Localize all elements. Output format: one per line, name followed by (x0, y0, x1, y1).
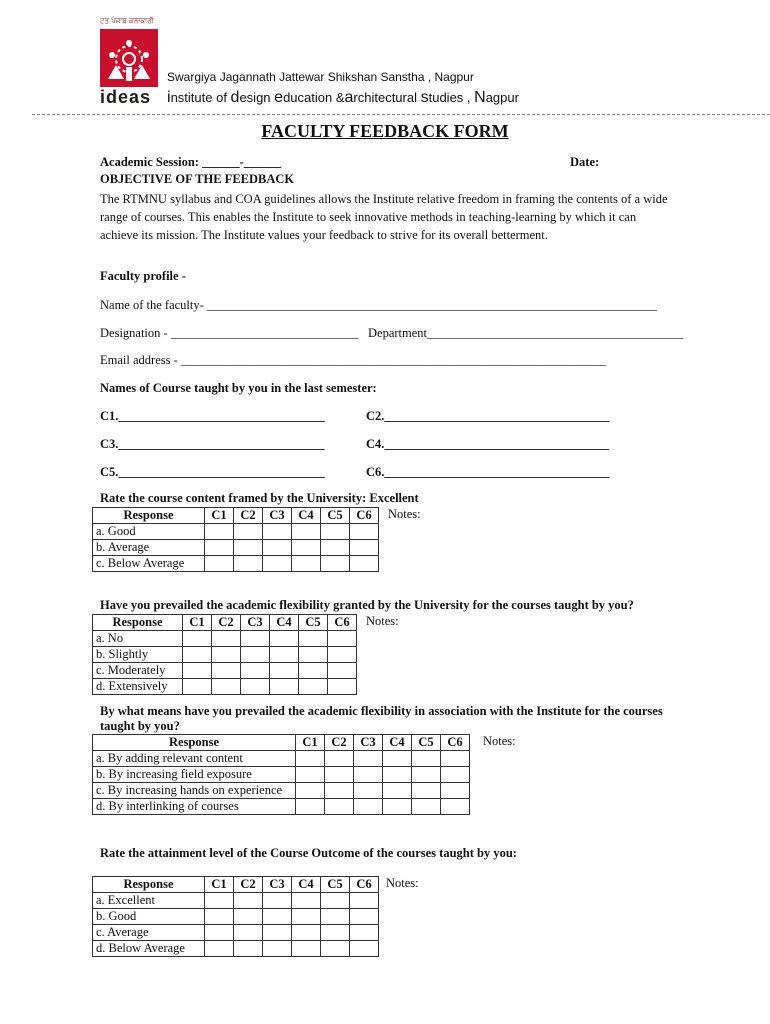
faculty-name-field[interactable]: Name of the faculty- ________________________________________________________________________ (100, 298, 657, 312)
column-header: C3 (241, 615, 270, 631)
rating-cell[interactable] (205, 909, 234, 925)
rating-cell[interactable] (321, 925, 350, 941)
rating-cell[interactable] (212, 647, 241, 663)
column-header: C3 (263, 877, 292, 893)
rating-cell[interactable] (441, 767, 470, 783)
column-header: C2 (234, 877, 263, 893)
column-header: C6 (328, 615, 357, 631)
institute-line-1: Swargiya Jagannath Jattewar Shikshan Sanstha , Nagpur (167, 70, 474, 84)
rating-cell[interactable] (234, 909, 263, 925)
rating-cell[interactable] (205, 524, 234, 540)
rating-cell[interactable] (292, 925, 321, 941)
objective-line: achieve its mission. The Institute values your feedback to strive for its overall betterment. (100, 228, 548, 242)
rating-cell[interactable] (183, 663, 212, 679)
text-segment: d (230, 89, 240, 106)
column-header: C5 (321, 877, 350, 893)
date-field[interactable]: Date: (570, 155, 600, 169)
notes-label: Notes: (366, 614, 399, 628)
rating-cell[interactable] (299, 663, 328, 679)
table-row (93, 909, 379, 925)
rating-cell[interactable] (321, 540, 350, 556)
rating-cell[interactable] (263, 893, 292, 909)
response-header: Response (93, 508, 205, 524)
rating-cell[interactable] (328, 663, 357, 679)
rating-cell[interactable] (354, 783, 383, 799)
rating-cell[interactable] (212, 679, 241, 695)
rating-cell[interactable] (241, 663, 270, 679)
column-header: C6 (441, 735, 470, 751)
academic-session-field[interactable]: Academic Session: ______-______ (100, 155, 282, 169)
table-row (93, 783, 470, 799)
rating-cell[interactable] (383, 751, 412, 767)
row-label: b. Average (93, 540, 205, 556)
rating-cell[interactable] (321, 909, 350, 925)
table-row (93, 679, 357, 695)
designation-field[interactable]: Designation - ______________________________ (100, 326, 359, 340)
rating-cell[interactable] (241, 631, 270, 647)
rating-cell[interactable] (299, 679, 328, 695)
rating-cell[interactable] (292, 893, 321, 909)
rating-cell[interactable] (183, 631, 212, 647)
row-label: c. Moderately (93, 663, 183, 679)
table-row (93, 663, 357, 679)
institute-line-2 (167, 89, 519, 107)
rating-cell[interactable] (296, 783, 325, 799)
rating-cell[interactable] (212, 631, 241, 647)
column-header: C5 (321, 508, 350, 524)
rating-cell[interactable] (383, 799, 412, 815)
rating-cell[interactable] (292, 540, 321, 556)
rating-cell[interactable] (292, 556, 321, 572)
logo-emblem-icon (100, 29, 158, 87)
table-row (93, 925, 379, 941)
column-header: C4 (270, 615, 299, 631)
course-c3-field[interactable]: C3._________________________________ (100, 437, 325, 451)
column-header: C1 (183, 615, 212, 631)
text-segment: s (420, 89, 429, 106)
column-header: C6 (350, 877, 379, 893)
rating-cell[interactable] (350, 556, 379, 572)
rating-cell[interactable] (270, 631, 299, 647)
rating-cell[interactable] (350, 941, 379, 957)
rating-cell[interactable] (412, 783, 441, 799)
rating-cell[interactable] (234, 524, 263, 540)
page-title: FACULTY FEEDBACK FORM (261, 121, 509, 141)
column-header: C1 (205, 508, 234, 524)
column-header: C4 (292, 877, 321, 893)
faculty-profile-heading: Faculty profile - (100, 269, 186, 283)
row-label: a. Excellent (93, 893, 205, 909)
rating-cell[interactable] (270, 647, 299, 663)
rating-cell[interactable] (350, 925, 379, 941)
text-segment: e (274, 89, 284, 106)
rating-cell[interactable] (205, 925, 234, 941)
rating-cell[interactable] (263, 540, 292, 556)
rating-cell[interactable] (328, 679, 357, 695)
row-label: b. Good (93, 909, 205, 925)
q2-rating-table (92, 614, 357, 695)
question-2: Have you prevailed the academic flexibility granted by the University for the courses taught by you? (100, 598, 634, 612)
rating-cell[interactable] (234, 556, 263, 572)
column-header: C6 (350, 508, 379, 524)
rating-cell[interactable] (412, 799, 441, 815)
email-field[interactable]: Email address - ____________________________________________________________________ (100, 353, 606, 367)
response-header: Response (93, 615, 183, 631)
rating-cell[interactable] (292, 941, 321, 957)
logo-wordmark: ideas (100, 87, 152, 107)
rating-cell[interactable] (328, 631, 357, 647)
table-row (93, 893, 379, 909)
rating-cell[interactable] (299, 647, 328, 663)
response-header: Response (93, 877, 205, 893)
column-header: C2 (234, 508, 263, 524)
column-header: C4 (292, 508, 321, 524)
rating-cell[interactable] (441, 783, 470, 799)
rating-cell[interactable] (296, 799, 325, 815)
header-divider (32, 114, 770, 115)
table-row (93, 767, 470, 783)
rating-cell[interactable] (205, 941, 234, 957)
column-header: C2 (212, 615, 241, 631)
objective-paragraph (100, 190, 700, 244)
course-c4-field[interactable]: C4.____________________________________ (366, 437, 610, 451)
row-label: c. Average (93, 925, 205, 941)
row-label: c. By increasing hands on experience (93, 783, 296, 799)
notes-label: Notes: (386, 876, 419, 890)
row-label: a. Good (93, 524, 205, 540)
table-row (93, 540, 379, 556)
text-segment: a (344, 89, 354, 106)
rating-cell[interactable] (234, 941, 263, 957)
text-segment: agpur (485, 90, 519, 105)
objective-heading: OBJECTIVE OF THE FEEDBACK (100, 172, 295, 186)
department-field[interactable]: Department_________________________________________ (368, 326, 684, 340)
rating-cell[interactable] (234, 893, 263, 909)
table-row (93, 647, 357, 663)
rating-cell[interactable] (412, 767, 441, 783)
row-label: d. Below Average (93, 941, 205, 957)
rating-cell[interactable] (350, 524, 379, 540)
table-row (93, 941, 379, 957)
column-header: C5 (412, 735, 441, 751)
rating-cell[interactable] (205, 556, 234, 572)
logo-tagline: ਟਤ ਪੰਜਾਬ ਕਲਾਕਾਰੀ (100, 17, 154, 25)
row-label: d. By interlinking of courses (93, 799, 296, 815)
rating-cell[interactable] (328, 647, 357, 663)
column-header: C5 (299, 615, 328, 631)
rating-cell[interactable] (383, 767, 412, 783)
question-1: Rate the course content framed by the University: Excellent (100, 491, 419, 505)
text-segment: i (167, 89, 171, 106)
table-row (93, 751, 470, 767)
rating-cell[interactable] (183, 647, 212, 663)
q3-rating-table (92, 734, 470, 815)
question-3-line-2: taught by you? (100, 719, 180, 733)
rating-cell[interactable] (325, 767, 354, 783)
course-c1-field[interactable]: C1._________________________________ (100, 409, 325, 423)
rating-cell[interactable] (263, 925, 292, 941)
rating-cell[interactable] (205, 540, 234, 556)
table-row (93, 524, 379, 540)
rating-cell[interactable] (350, 909, 379, 925)
text-segment: nstitute of (170, 90, 231, 105)
rating-cell[interactable] (350, 540, 379, 556)
column-header: C2 (325, 735, 354, 751)
row-label: a. No (93, 631, 183, 647)
rating-cell[interactable] (234, 925, 263, 941)
text-segment: N (474, 89, 486, 106)
rating-cell[interactable] (299, 631, 328, 647)
row-label: a. By adding relevant content (93, 751, 296, 767)
course-c5-field[interactable]: C5._________________________________ (100, 465, 325, 479)
rating-cell[interactable] (321, 941, 350, 957)
rating-cell[interactable] (412, 751, 441, 767)
question-3-line-1: By what means have you prevailed the academic flexibility in association with the Institute for the courses (100, 704, 663, 718)
column-header: C1 (205, 877, 234, 893)
rating-cell[interactable] (321, 556, 350, 572)
courses-heading: Names of Course taught by you in the last semester: (100, 381, 377, 395)
rating-cell[interactable] (263, 909, 292, 925)
rating-cell[interactable] (263, 941, 292, 957)
rating-cell[interactable] (241, 647, 270, 663)
rating-cell[interactable] (354, 751, 383, 767)
column-header: C4 (383, 735, 412, 751)
column-header: C3 (263, 508, 292, 524)
notes-label: Notes: (388, 507, 421, 521)
rating-cell[interactable] (263, 556, 292, 572)
notes-label: Notes: (483, 734, 516, 748)
rating-cell[interactable] (441, 799, 470, 815)
course-c6-field[interactable]: C6.____________________________________ (366, 465, 610, 479)
rating-cell[interactable] (354, 767, 383, 783)
rating-cell[interactable] (325, 783, 354, 799)
row-label: c. Below Average (93, 556, 205, 572)
rating-cell[interactable] (241, 679, 270, 695)
text-segment: tudies , (428, 90, 475, 105)
q1-rating-table (92, 507, 379, 572)
rating-cell[interactable] (212, 663, 241, 679)
q4-rating-table (92, 876, 379, 957)
rating-cell[interactable] (325, 751, 354, 767)
rating-cell[interactable] (263, 524, 292, 540)
rating-cell[interactable] (234, 540, 263, 556)
rating-cell[interactable] (350, 893, 379, 909)
row-label: b. By increasing field exposure (93, 767, 296, 783)
column-header: C3 (354, 735, 383, 751)
text-segment: rchitectural (353, 90, 421, 105)
objective-line: The RTMNU syllabus and COA guidelines allows the Institute relative freedom in framing the contents of a wide (100, 192, 668, 206)
rating-cell[interactable] (296, 751, 325, 767)
rating-cell[interactable] (354, 799, 383, 815)
table-row (93, 631, 357, 647)
text-segment: ducation & (283, 90, 345, 105)
rating-cell[interactable] (183, 679, 212, 695)
column-header: C1 (296, 735, 325, 751)
table-row (93, 799, 470, 815)
rating-cell[interactable] (205, 893, 234, 909)
row-label: b. Slightly (93, 647, 183, 663)
course-c2-field[interactable]: C2.____________________________________ (366, 409, 610, 423)
rating-cell[interactable] (292, 524, 321, 540)
rating-cell[interactable] (292, 909, 321, 925)
question-4: Rate the attainment level of the Course Outcome of the courses taught by you: (100, 846, 517, 860)
objective-line: range of courses. This enables the Institute to seek innovative methods in teaching-learning by which it can (100, 210, 637, 224)
response-header: Response (93, 735, 296, 751)
row-label: d. Extensively (93, 679, 183, 695)
rating-cell[interactable] (441, 751, 470, 767)
rating-cell[interactable] (383, 783, 412, 799)
rating-cell[interactable] (270, 679, 299, 695)
rating-cell[interactable] (296, 767, 325, 783)
rating-cell[interactable] (325, 799, 354, 815)
table-row (93, 556, 379, 572)
text-segment: esign (239, 90, 275, 105)
rating-cell[interactable] (321, 893, 350, 909)
rating-cell[interactable] (321, 524, 350, 540)
rating-cell[interactable] (270, 663, 299, 679)
